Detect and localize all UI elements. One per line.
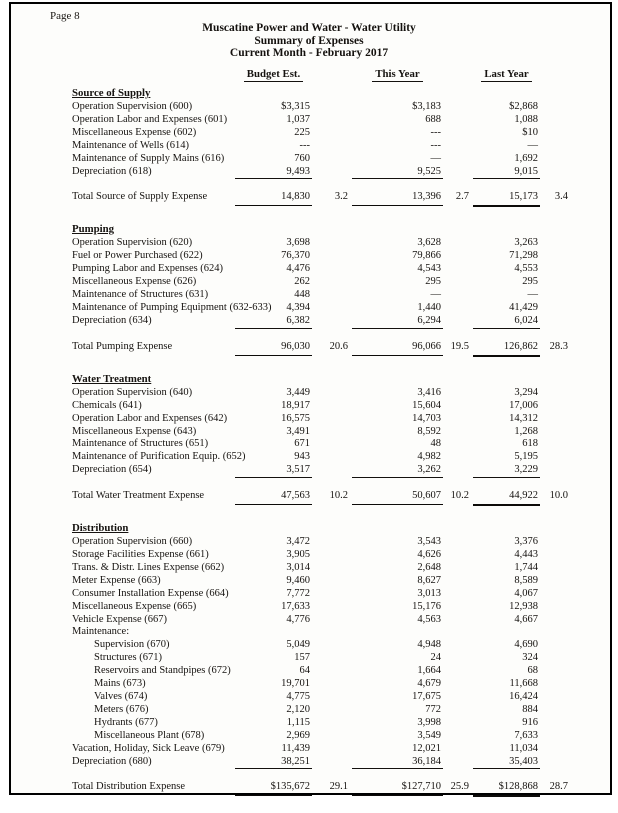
last-year-amount: 8,589 (514, 574, 538, 586)
budget-amount: 262 (294, 276, 310, 288)
budget-amount: --- (299, 139, 310, 151)
this-year-amount: $3,183 (412, 101, 441, 112)
expense-row (72, 588, 572, 601)
last-year-amount: 12,938 (509, 600, 538, 612)
last-year-amount: 11,668 (509, 678, 538, 690)
utility-title: Muscatine Power and Water - Water Utility (202, 22, 416, 34)
row-label: Maintenance of Supply Mains (616) (72, 152, 225, 164)
budget-amount: 1,115 (286, 716, 310, 728)
expense-row (72, 756, 572, 770)
this-year-amount: --- (430, 139, 441, 151)
budget-amount: $3,315 (281, 101, 310, 112)
total-last-year-pct: 28.3 (549, 340, 568, 352)
expense-row (72, 464, 572, 478)
expense-row (72, 562, 572, 575)
last-year-amount: 14,312 (509, 412, 538, 424)
total-budget-pct: 20.6 (329, 340, 348, 352)
total-budget-amount: 14,830 (235, 190, 312, 206)
this-year-amount: 1,440 (417, 301, 441, 313)
total-label: Total Pumping Expense (72, 340, 173, 352)
column-header-last-year: Last Year (473, 68, 540, 80)
document-header (0, 22, 618, 60)
this-year-amount: 79,866 (412, 250, 441, 262)
section-total-row (72, 489, 572, 506)
expense-row (72, 549, 572, 562)
total-last-year-amount: 44,922 (473, 489, 540, 506)
budget-amount: 943 (294, 451, 310, 463)
total-this-year-pct: 2.7 (455, 191, 469, 203)
total-budget-amount: 96,030 (235, 340, 312, 356)
total-last-year-pct: 10.0 (549, 490, 568, 502)
last-year-amount: 4,443 (514, 549, 538, 561)
row-label: Miscellaneous Expense (602) (72, 126, 197, 138)
last-year-amount: $2,868 (509, 101, 538, 112)
expense-row (72, 717, 572, 730)
this-year-amount: 3,549 (417, 729, 441, 741)
expense-row (72, 237, 572, 250)
this-year-amount: 12,021 (412, 742, 441, 754)
last-year-amount: 9,015 (473, 166, 540, 180)
this-year-amount: --- (430, 126, 441, 138)
last-year-amount: 68 (527, 665, 538, 677)
row-label: Operation Labor and Expenses (601) (72, 113, 228, 125)
expense-row (72, 101, 572, 114)
last-year-amount: 1,692 (514, 152, 538, 164)
this-year-amount: 3,416 (417, 386, 441, 398)
total-last-year-amount: 126,862 (473, 340, 540, 357)
row-label: Maintenance of Structures (651) (72, 438, 209, 450)
budget-amount: 4,776 (286, 613, 310, 625)
last-year-amount: 11,034 (509, 742, 538, 754)
row-label: Miscellaneous Plant (678) (94, 729, 205, 741)
last-year-amount: 3,376 (514, 536, 538, 548)
expense-row (72, 315, 572, 329)
budget-amount: 3,905 (286, 549, 310, 561)
this-year-amount: 3,998 (417, 716, 441, 728)
last-year-amount: 7,633 (514, 729, 538, 741)
last-year-amount: 4,067 (514, 587, 538, 599)
total-budget-pct: 29.1 (329, 781, 348, 793)
expense-row (72, 387, 572, 400)
last-year-amount: 916 (522, 716, 538, 728)
budget-amount: 2,120 (286, 703, 310, 715)
section-title: Source of Supply (72, 87, 151, 99)
expense-row (72, 302, 572, 315)
total-label: Total Water Treatment Expense (72, 490, 205, 502)
budget-amount: 3,472 (286, 536, 310, 548)
budget-amount: 3,491 (286, 425, 310, 437)
row-label: Operation Supervision (640) (72, 386, 193, 398)
last-year-amount: 4,667 (514, 613, 538, 625)
row-label: Chemicals (641) (72, 399, 142, 411)
this-year-amount: 1,664 (417, 665, 441, 677)
total-this-year-amount: $127,710 (352, 780, 443, 796)
expense-row (72, 114, 572, 127)
expense-section (72, 223, 572, 356)
expense-row (72, 400, 572, 413)
budget-amount: 38,251 (235, 756, 312, 770)
this-year-amount: 4,543 (417, 263, 441, 275)
expense-row (72, 678, 572, 691)
last-year-amount: 4,690 (514, 639, 538, 651)
expense-table (72, 87, 572, 797)
group-label-row (72, 626, 572, 639)
this-year-amount: 4,626 (417, 549, 441, 561)
expense-row (72, 289, 572, 302)
expense-row (72, 536, 572, 549)
expense-row (72, 426, 572, 439)
total-this-year-amount: 96,066 (352, 340, 443, 356)
expense-row (72, 614, 572, 627)
expense-row (72, 575, 572, 588)
expense-row (72, 250, 572, 263)
last-year-amount: — (527, 289, 538, 301)
total-this-year-amount: 13,396 (352, 190, 443, 206)
last-year-amount: 17,006 (509, 399, 538, 411)
this-year-amount: 295 (425, 276, 441, 288)
page-number: Page 8 (50, 10, 80, 22)
last-year-amount: 71,298 (509, 250, 538, 262)
expense-section (72, 87, 572, 207)
expense-row (72, 665, 572, 678)
row-label: Maintenance of Pumping Equipment (632-633) (72, 301, 272, 313)
expense-row (72, 652, 572, 665)
row-label: Operation Supervision (600) (72, 101, 193, 112)
this-year-amount: 772 (425, 703, 441, 715)
budget-amount: 448 (294, 289, 310, 301)
row-label: Mains (673) (94, 678, 146, 690)
budget-amount: 6,382 (235, 315, 312, 329)
budget-amount: 16,575 (281, 412, 310, 424)
total-last-year-amount: $128,868 (473, 780, 540, 797)
budget-amount: 5,049 (286, 639, 310, 651)
expense-row (72, 413, 572, 426)
expense-row (72, 127, 572, 140)
last-year-amount: 618 (522, 438, 538, 450)
this-year-amount: 17,675 (412, 691, 441, 702)
expense-row (72, 704, 572, 717)
this-year-amount: 4,948 (417, 639, 441, 651)
report-period: Current Month - February 2017 (229, 47, 389, 59)
this-year-amount: 2,648 (417, 561, 441, 573)
row-label: Operation Supervision (660) (72, 536, 193, 548)
row-label: Storage Facilities Expense (661) (72, 549, 209, 561)
total-budget-pct: 3.2 (334, 191, 348, 203)
this-year-amount: 9,525 (352, 166, 443, 180)
expense-row (72, 691, 572, 704)
budget-amount: 9,493 (235, 166, 312, 180)
row-label: Depreciation (654) (72, 464, 152, 476)
row-label: Maintenance of Purification Equip. (652) (72, 451, 246, 463)
this-year-amount: 36,184 (352, 756, 443, 770)
last-year-amount: 3,229 (473, 464, 540, 478)
last-year-amount: 1,088 (514, 113, 538, 125)
budget-amount: 4,775 (286, 691, 310, 702)
section-total-row (72, 780, 572, 797)
section-title: Pumping (72, 223, 115, 236)
total-label: Total Distribution Expense (72, 781, 185, 793)
expense-row (72, 730, 572, 743)
budget-amount: 3,449 (286, 386, 310, 398)
row-label: Miscellaneous Expense (626) (72, 276, 197, 288)
total-this-year-pct: 19.5 (450, 340, 469, 352)
row-label: Hydrants (677) (94, 716, 158, 728)
row-label: Reservoirs and Standpipes (672) (94, 665, 231, 677)
this-year-amount: 24 (430, 652, 441, 664)
last-year-amount: 41,429 (509, 301, 538, 313)
last-year-amount: 3,263 (514, 237, 538, 249)
row-label: Operation Supervision (620) (72, 237, 193, 249)
last-year-amount: 1,268 (514, 425, 538, 437)
total-last-year-pct: 28.7 (549, 781, 568, 793)
row-label: Structures (671) (94, 652, 162, 664)
row-label: Maintenance of Wells (614) (72, 139, 190, 151)
total-budget-amount: 47,563 (235, 489, 312, 505)
row-label: Fuel or Power Purchased (622) (72, 250, 203, 262)
budget-amount: 760 (294, 152, 310, 164)
this-year-amount: 15,176 (412, 600, 441, 612)
row-label: Meters (676) (94, 703, 149, 715)
last-year-amount: 5,195 (514, 451, 538, 463)
this-year-amount: — (430, 289, 441, 301)
total-label: Total Source of Supply Expense (72, 191, 208, 203)
budget-amount: 19,701 (281, 678, 310, 690)
last-year-amount: 3,294 (514, 386, 538, 398)
row-label: Supervision (670) (94, 639, 170, 651)
last-year-amount: 35,403 (473, 756, 540, 770)
expense-section (72, 522, 572, 797)
last-year-amount: $10 (522, 126, 538, 138)
total-this-year-amount: 50,607 (352, 489, 443, 505)
row-label: Vehicle Expense (667) (72, 613, 168, 625)
this-year-amount: 688 (425, 113, 441, 125)
budget-amount: 2,969 (286, 729, 310, 741)
budget-amount: 7,772 (286, 587, 310, 599)
row-label: Valves (674) (94, 691, 148, 702)
budget-amount: 1,037 (286, 113, 310, 125)
this-year-amount: 3,262 (352, 464, 443, 478)
row-label: Pumping Labor and Expenses (624) (72, 263, 224, 275)
row-label: Vacation, Holiday, Sick Leave (679) (72, 742, 225, 754)
this-year-amount: 4,982 (417, 451, 441, 463)
budget-amount: 17,633 (281, 600, 310, 612)
expense-row (72, 451, 572, 464)
expense-row (72, 140, 572, 153)
row-label: Miscellaneous Expense (665) (72, 600, 197, 612)
this-year-amount: 14,703 (412, 412, 441, 424)
total-this-year-pct: 10.2 (450, 490, 469, 502)
last-year-amount: 16,424 (509, 691, 538, 702)
last-year-amount: 295 (522, 276, 538, 288)
column-header-this-year: This Year (352, 68, 443, 80)
expense-row (72, 601, 572, 614)
row-label: Operation Labor and Expenses (642) (72, 412, 228, 424)
total-last-year-amount: 15,173 (473, 190, 540, 207)
budget-amount: 3,014 (286, 561, 310, 573)
last-year-amount: — (527, 139, 538, 151)
expense-row (72, 743, 572, 756)
this-year-amount: 48 (430, 438, 441, 450)
section-title: Water Treatment (72, 372, 152, 385)
row-label: Trans. & Distr. Lines Expense (662) (72, 561, 225, 573)
report-title: Summary of Expenses (254, 34, 364, 47)
expense-report-content (72, 68, 572, 813)
budget-amount: 157 (294, 652, 310, 664)
total-budget-amount: $135,672 (235, 780, 312, 796)
budget-amount: 3,698 (286, 237, 310, 249)
this-year-amount: 8,627 (417, 574, 441, 586)
expense-row (72, 166, 572, 180)
expense-row (72, 276, 572, 289)
last-year-amount: 324 (522, 652, 538, 664)
section-total-row (72, 340, 572, 357)
row-label: Consumer Installation Expense (664) (72, 587, 229, 599)
budget-amount: 4,476 (286, 263, 310, 275)
column-header-row (72, 68, 572, 80)
this-year-amount: 3,543 (417, 536, 441, 548)
this-year-amount: 8,592 (417, 425, 441, 437)
last-year-amount: 884 (522, 703, 538, 715)
row-label: Depreciation (634) (72, 314, 152, 326)
row-label: Depreciation (680) (72, 755, 152, 767)
row-label: Meter Expense (663) (72, 574, 161, 586)
last-year-amount: 6,024 (473, 315, 540, 329)
this-year-amount: — (430, 152, 441, 164)
budget-amount: 76,370 (281, 250, 310, 262)
total-last-year-pct: 3.4 (554, 191, 568, 203)
budget-amount: 18,917 (281, 399, 310, 411)
this-year-amount: 3,628 (417, 237, 441, 249)
last-year-amount: 4,553 (514, 263, 538, 275)
this-year-amount: 3,013 (417, 587, 441, 599)
expense-section (72, 373, 572, 506)
this-year-amount: 6,294 (352, 315, 443, 329)
budget-amount: 225 (294, 126, 310, 138)
this-year-amount: 4,679 (417, 678, 441, 690)
this-year-amount: 4,563 (417, 613, 441, 625)
row-label: Maintenance: (72, 626, 130, 638)
this-year-amount: 15,604 (412, 399, 441, 411)
last-year-amount: 1,744 (514, 561, 538, 573)
expense-row (72, 153, 572, 166)
row-label: Depreciation (618) (72, 165, 152, 177)
budget-amount: 4,394 (286, 301, 310, 313)
section-total-row (72, 190, 572, 207)
section-title: Distribution (72, 522, 129, 535)
total-this-year-pct: 25.9 (450, 781, 469, 793)
row-label: Maintenance of Structures (631) (72, 289, 209, 301)
budget-amount: 64 (299, 665, 310, 677)
expense-row (72, 263, 572, 276)
total-budget-pct: 10.2 (329, 490, 348, 502)
budget-amount: 671 (294, 438, 310, 450)
budget-amount: 3,517 (235, 464, 312, 478)
expense-row (72, 639, 572, 652)
row-label: Miscellaneous Expense (643) (72, 425, 197, 437)
budget-amount: 11,439 (281, 742, 310, 754)
expense-row (72, 438, 572, 451)
budget-amount: 9,460 (286, 574, 310, 586)
column-header-budget: Budget Est. (235, 68, 312, 80)
